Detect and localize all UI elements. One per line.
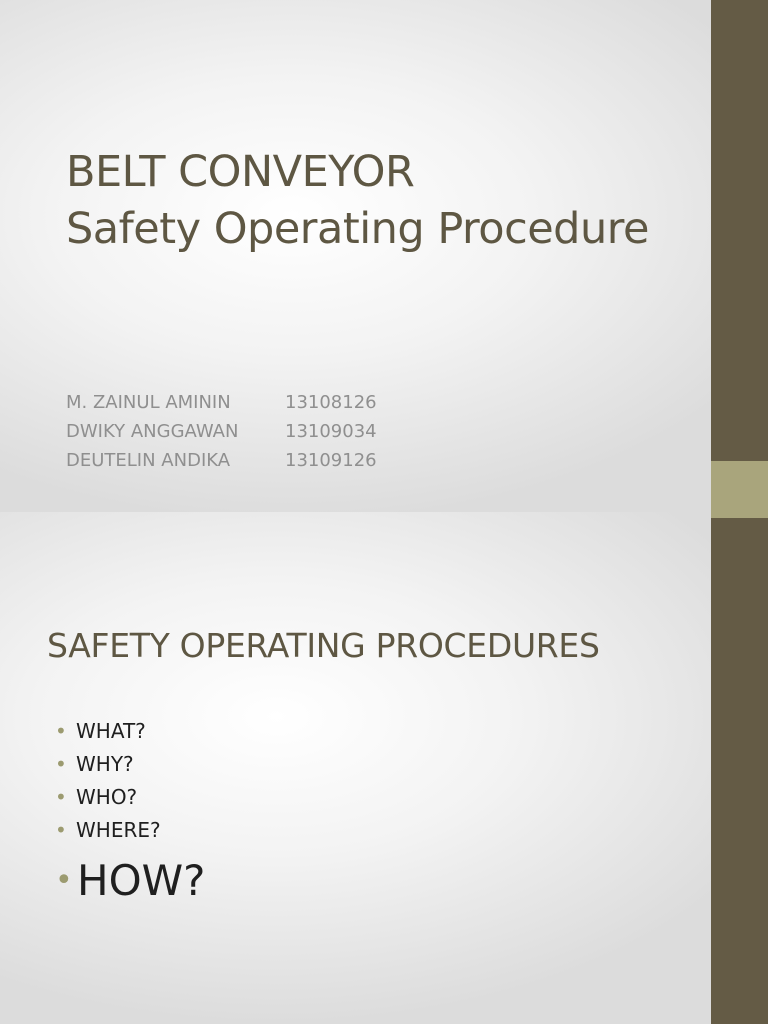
bullet-text: WHO? bbox=[76, 784, 138, 809]
bullet-text: WHY? bbox=[76, 751, 134, 776]
list-item bbox=[55, 813, 205, 846]
author-name: DEUTELIN ANDIKA bbox=[66, 450, 231, 471]
bullet-icon: • bbox=[55, 817, 67, 842]
slide-title-line-1: BELT CONVEYOR bbox=[66, 147, 415, 197]
side-accent bbox=[711, 461, 768, 518]
author-row bbox=[66, 417, 377, 446]
author-name: DWIKY ANGGAWAN bbox=[66, 421, 239, 442]
section-title: SAFETY OPERATING PROCEDURES bbox=[47, 626, 600, 665]
list-item bbox=[55, 747, 205, 780]
list-item-highlighted bbox=[55, 850, 205, 910]
bullet-icon: • bbox=[55, 862, 73, 898]
author-row bbox=[66, 446, 377, 475]
author-name: M. ZAINUL AMININ bbox=[66, 392, 231, 413]
bullet-list bbox=[55, 714, 205, 910]
author-list bbox=[66, 388, 377, 475]
bullet-icon: • bbox=[55, 718, 67, 743]
author-row bbox=[66, 388, 377, 417]
author-id: 13109034 bbox=[285, 421, 377, 442]
bullet-text: WHAT? bbox=[76, 718, 146, 743]
list-item bbox=[55, 714, 205, 747]
author-id: 13108126 bbox=[285, 392, 377, 413]
bullet-text-large: HOW? bbox=[77, 855, 206, 905]
bullet-icon: • bbox=[55, 751, 67, 776]
list-item bbox=[55, 780, 205, 813]
slide-title-line-2: Safety Operating Procedure bbox=[66, 204, 649, 254]
bullet-text: WHERE? bbox=[76, 817, 161, 842]
author-id: 13109126 bbox=[285, 450, 377, 471]
bullet-icon: • bbox=[55, 784, 67, 809]
